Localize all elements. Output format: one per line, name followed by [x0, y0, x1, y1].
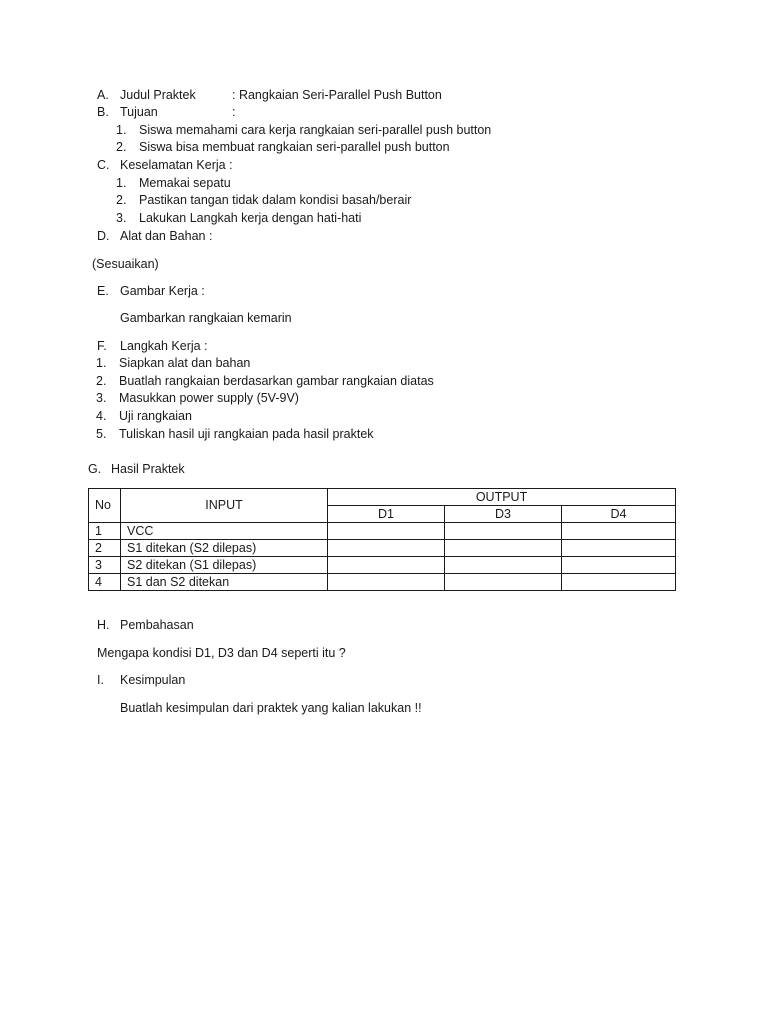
- langkah-item-text: Uji rangkaian: [119, 409, 192, 423]
- keselamatan-item-num: 3.: [116, 211, 127, 225]
- row-input: S1 ditekan (S2 dilepas): [121, 540, 328, 557]
- section-b-letter: B.: [97, 105, 109, 119]
- section-i-letter: I.: [97, 673, 104, 687]
- langkah-item-text: Tuliskan hasil uji rangkaian pada hasil praktek: [119, 427, 374, 441]
- cell-d3: [445, 557, 562, 574]
- section-h-letter: H.: [97, 618, 110, 632]
- row-no: 2: [89, 540, 121, 557]
- section-b-colon: :: [232, 105, 236, 119]
- section-h-label: Pembahasan: [120, 618, 194, 632]
- row-no: 3: [89, 557, 121, 574]
- tujuan-item-text: Siswa memahami cara kerja rangkaian seri-parallel push button: [139, 123, 492, 137]
- keselamatan-item-text: Memakai sepatu: [139, 176, 231, 190]
- section-g-label: Hasil Praktek: [111, 462, 185, 476]
- section-d-label: Alat dan Bahan :: [120, 229, 213, 243]
- langkah-item-num: 4.: [96, 409, 107, 423]
- cell-d3: [445, 540, 562, 557]
- table-row: [89, 557, 676, 574]
- header-output: OUTPUT: [328, 489, 676, 506]
- langkah-item-text: Buatlah rangkaian berdasarkan gambar rangkaian diatas: [119, 374, 434, 388]
- langkah-item-text: Masukkan power supply (5V-9V): [119, 391, 299, 405]
- cell-d1: [328, 574, 445, 591]
- section-h-question: Mengapa kondisi D1, D3 dan D4 seperti itu ?: [97, 646, 346, 660]
- header-d3: D3: [445, 506, 562, 523]
- keselamatan-item-text: Pastikan tangan tidak dalam kondisi basah/berair: [139, 193, 412, 207]
- keselamatan-item-num: 1.: [116, 176, 127, 190]
- section-e-note: Gambarkan rangkaian kemarin: [120, 311, 292, 325]
- section-b-label: Tujuan: [120, 105, 158, 119]
- table-header-row: [89, 489, 676, 506]
- tujuan-item-num: 1.: [116, 123, 127, 137]
- section-a-letter: A.: [97, 88, 109, 102]
- section-d-note: (Sesuaikan): [92, 257, 159, 271]
- langkah-item-num: 3.: [96, 391, 107, 405]
- cell-d4: [562, 557, 676, 574]
- langkah-item-num: 5.: [96, 427, 107, 441]
- section-i-note: Buatlah kesimpulan dari praktek yang kalian lakukan !!: [120, 701, 422, 715]
- section-c-letter: C.: [97, 158, 110, 172]
- tujuan-item-text: Siswa bisa membuat rangkaian seri-parallel push button: [139, 140, 450, 154]
- table-row: [89, 574, 676, 591]
- section-f-label: Langkah Kerja :: [120, 339, 208, 353]
- cell-d1: [328, 540, 445, 557]
- table-row: [89, 523, 676, 540]
- section-e-label: Gambar Kerja :: [120, 284, 205, 298]
- cell-d3: [445, 523, 562, 540]
- cell-d4: [562, 540, 676, 557]
- row-no: 4: [89, 574, 121, 591]
- keselamatan-item-text: Lakukan Langkah kerja dengan hati-hati: [139, 211, 362, 225]
- section-a-value: : Rangkaian Seri-Parallel Push Button: [232, 88, 442, 102]
- cell-d3: [445, 574, 562, 591]
- section-f-letter: F.: [97, 339, 107, 353]
- langkah-item-num: 1.: [96, 356, 107, 370]
- section-a-label: Judul Praktek: [120, 88, 196, 102]
- row-input: S2 ditekan (S1 dilepas): [121, 557, 328, 574]
- cell-d1: [328, 557, 445, 574]
- row-input: S1 dan S2 ditekan: [121, 574, 328, 591]
- cell-d4: [562, 574, 676, 591]
- row-input: VCC: [121, 523, 328, 540]
- keselamatan-item-num: 2.: [116, 193, 127, 207]
- section-d-letter: D.: [97, 229, 110, 243]
- cell-d1: [328, 523, 445, 540]
- row-no: 1: [89, 523, 121, 540]
- header-d1: D1: [328, 506, 445, 523]
- table-row: [89, 540, 676, 557]
- header-input: INPUT: [121, 489, 328, 523]
- header-no: No: [89, 489, 121, 523]
- cell-d4: [562, 523, 676, 540]
- langkah-item-num: 2.: [96, 374, 107, 388]
- section-e-letter: E.: [97, 284, 109, 298]
- tujuan-item-num: 2.: [116, 140, 127, 154]
- hasil-praktek-table: [88, 488, 676, 591]
- langkah-item-text: Siapkan alat dan bahan: [119, 356, 251, 370]
- section-c-label: Keselamatan Kerja :: [120, 158, 233, 172]
- section-i-label: Kesimpulan: [120, 673, 186, 687]
- header-d4: D4: [562, 506, 676, 523]
- section-g-letter: G.: [88, 462, 102, 476]
